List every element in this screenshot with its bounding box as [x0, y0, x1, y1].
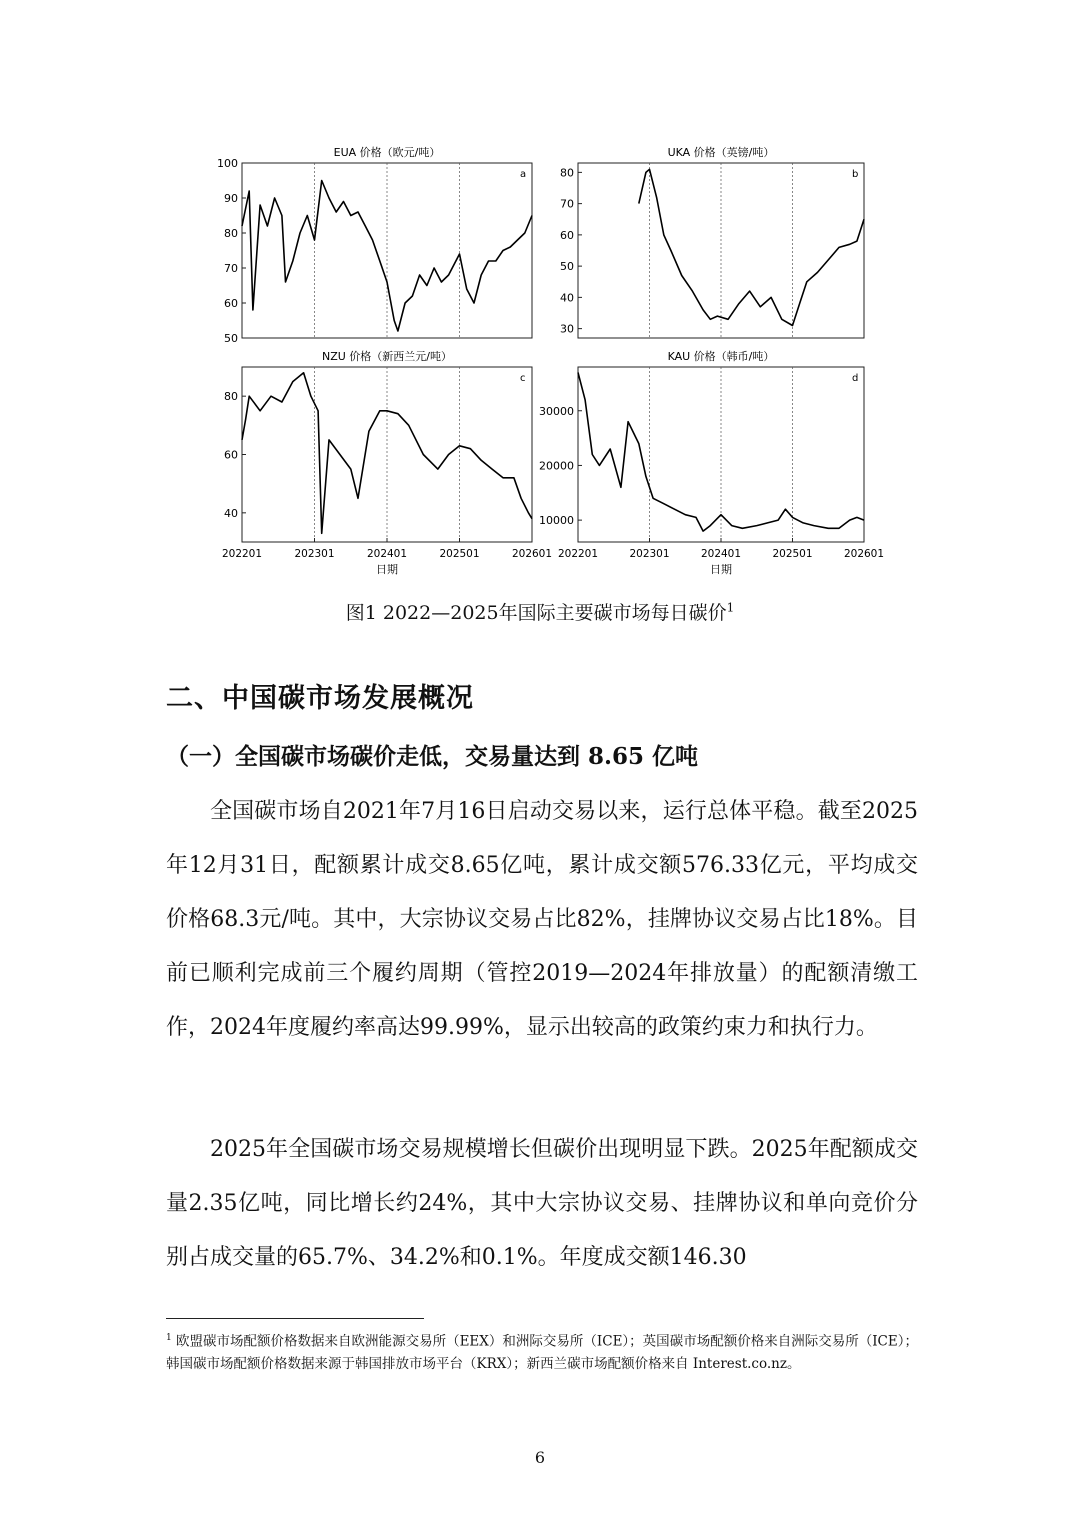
footnote-marker: 1	[166, 1333, 172, 1343]
chart-panel-c	[222, 349, 552, 576]
x-axis-label: 日期	[376, 563, 398, 576]
paragraph-1: 全国碳市场自2021年7月16日启动交易以来，运行总体平稳。截至2025年12月31日，配额累计成交8.65亿吨，累计成交额576.33亿元，平均成交价格68.3元/吨。其中，大宗协议交易占比82%，挂牌协议交易占比18%。目前已顺利完成前三个履约周期（管控2019—2024年排放量）的配额清缴工作，2024年度履约率高达99.99%，显示出较高的政策约束力和执行力。	[166, 799, 918, 1040]
figure-caption-text: 图1 2022—2025年国际主要碳市场每日碳价	[345, 602, 727, 624]
subsection-heading: （一）全国碳市场碳价走低，交易量达到 8.65 亿吨	[166, 743, 699, 770]
panel-label: d	[852, 373, 859, 384]
y-tick-label: 10000	[539, 514, 574, 528]
footnote-text: 欧盟碳市场配额价格数据来自欧洲能源交易所（EEX）和洲际交易所（ICE）；英国碳市场配额价格来自洲际交易所（ICE）；韩国碳市场配额价格数据来源于韩国排放市场平台（KRX）；新西兰碳市场配额价格来自 Interest.co.nz。	[166, 1333, 918, 1372]
figure-caption	[0, 598, 1080, 625]
y-tick-label: 60	[560, 228, 574, 242]
panel-label: c	[520, 373, 526, 384]
y-tick-label: 30000	[539, 404, 574, 418]
chart-panel-b	[560, 145, 864, 338]
panel-label: b	[852, 169, 859, 180]
y-tick-label: 20000	[539, 459, 574, 473]
chart-panel-d	[539, 349, 884, 576]
page-number: 6	[534, 1448, 546, 1467]
y-tick-label: 70	[560, 197, 574, 211]
x-tick-label: 202401	[700, 548, 742, 560]
panel-label: a	[520, 169, 527, 180]
x-tick-label: 202501	[772, 548, 813, 560]
x-tick-label: 202201	[557, 548, 599, 560]
price-series-line	[639, 169, 864, 325]
y-tick-label: 80	[224, 227, 238, 240]
x-tick-label: 202601	[511, 548, 553, 560]
y-tick-label: 80	[560, 166, 574, 180]
y-tick-label: 60	[224, 297, 238, 310]
y-tick-label: 90	[224, 192, 238, 205]
footnote	[166, 1327, 918, 1375]
chart-title: NZU 价格（新西兰元/吨）	[321, 350, 453, 363]
x-tick-label: 202301	[629, 548, 670, 560]
x-tick-label: 202301	[294, 548, 335, 560]
x-tick-label: 202501	[439, 548, 480, 560]
y-tick-label: 80	[224, 390, 238, 404]
chart-title: UKA 价格（英镑/吨）	[667, 146, 775, 159]
y-tick-label: 50	[224, 332, 238, 345]
chart-title: KAU 价格（韩币/吨）	[667, 350, 775, 363]
y-tick-label: 30	[560, 322, 574, 336]
x-tick-label: 202401	[366, 548, 408, 560]
paragraph-2: 2025年全国碳市场交易规模增长但碳价出现明显下跌。2025年配额成交量2.35亿吨，同比增长约24%，其中大宗协议交易、挂牌协议和单向竞价分别占成交量的65.7%、34.2%和0.1%。年度成交额146.30	[166, 1137, 918, 1270]
chart-title: EUA 价格（欧元/吨）	[333, 146, 441, 159]
carbon-price-figure	[200, 130, 890, 580]
x-tick-label: 202201	[221, 548, 263, 560]
y-tick-label: 40	[224, 506, 238, 520]
footnote-divider	[166, 1318, 424, 1319]
y-tick-label: 100	[217, 157, 238, 170]
y-tick-label: 40	[560, 291, 574, 305]
x-tick-label: 202601	[843, 548, 885, 560]
y-tick-label: 70	[224, 262, 238, 275]
section-heading: 二、中国碳市场发展概况	[166, 683, 474, 714]
x-axis-label: 日期	[710, 563, 732, 576]
y-tick-label: 60	[224, 448, 238, 462]
chart-panel-a	[217, 145, 532, 345]
footnote-ref: 1	[726, 600, 735, 615]
y-tick-label: 50	[560, 260, 574, 274]
